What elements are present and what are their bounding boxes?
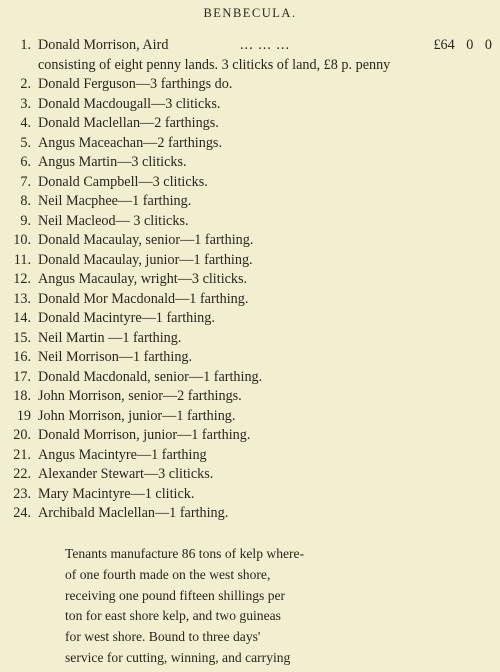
- entry-continuation: consisting of eight penny lands. 3 cliticks of land, £8 p. penny: [38, 56, 391, 73]
- entry-number: 11.: [13, 251, 31, 268]
- list-item: [0, 329, 500, 349]
- list-item: [0, 465, 500, 485]
- list-item: [0, 231, 500, 251]
- entry-number: 21.: [13, 446, 31, 463]
- entry-number: 5.: [20, 134, 31, 151]
- list-item: [0, 485, 500, 505]
- entry-text: John Morrison, senior—2 farthings.: [38, 388, 242, 404]
- entry-number: 20.: [13, 427, 31, 443]
- entry-text: Donald Macaulay, junior—1 farthing.: [38, 251, 253, 268]
- entry-text: Neil Martin —1 farthing.: [38, 329, 182, 346]
- entry-text: Donald Morrison, junior—1 farthing.: [38, 427, 251, 443]
- entry-number: 1.: [20, 37, 31, 53]
- entry-number: 10.: [13, 232, 31, 248]
- note-line: Tenants manufacture 86 tons of kelp where-: [65, 546, 305, 561]
- list-item: [0, 173, 500, 193]
- entry-text: Donald Macdougall—3 cliticks.: [38, 95, 221, 112]
- list-item: [0, 270, 500, 290]
- entry-text: Donald Macintyre—1 farthing.: [38, 310, 215, 326]
- entry-text: Neil Morrison—1 farthing.: [38, 349, 193, 365]
- entry-text: Archibald Maclellan—1 farthing.: [38, 505, 229, 521]
- tenant-list: [0, 36, 500, 524]
- entry-number: 3.: [20, 95, 31, 112]
- entry-text: Mary Macintyre—1 clitick.: [38, 485, 195, 502]
- note-line: service for cutting, winning, and carrying: [65, 649, 291, 665]
- entry-number: 13.: [13, 290, 31, 307]
- entry-text: Donald Maclellan—2 farthings.: [38, 115, 219, 131]
- list-item: [0, 95, 500, 115]
- entry-text: Donald Mor Macdonald—1 farthing.: [38, 290, 249, 307]
- entry-number: 22.: [13, 466, 31, 482]
- entry-text: Donald Macdonald, senior—1 farthing.: [38, 368, 263, 385]
- entry-number: 18.: [13, 388, 31, 404]
- note-line: receiving one pound fifteen shillings per: [65, 587, 286, 603]
- entry-number: 2.: [20, 76, 31, 92]
- entry-text: Alexander Stewart—3 cliticks.: [38, 466, 214, 482]
- note-line: of one fourth made on the west shore,: [65, 566, 271, 582]
- entry-number: 6.: [20, 154, 31, 170]
- list-item: [0, 212, 500, 232]
- list-item: [0, 114, 500, 134]
- entry-text: Angus Macintyre—1 farthing: [38, 446, 207, 463]
- entry-text: Donald Campbell—3 cliticks.: [38, 173, 208, 190]
- entry-text: Donald Ferguson—3 farthings do.: [38, 76, 233, 92]
- entry-text: Neil Macphee—1 farthing.: [38, 193, 192, 209]
- list-item: [0, 36, 500, 56]
- entry-text: Angus Martin—3 cliticks.: [38, 154, 187, 170]
- entry-text: John Morrison, junior—1 farthing.: [38, 407, 236, 424]
- entry-number: 24.: [13, 505, 31, 521]
- entry-text: Donald Macaulay, senior—1 farthing.: [38, 232, 254, 248]
- entry-number: 12.: [13, 271, 31, 287]
- entry-text: Angus Maceachan—2 farthings.: [38, 134, 222, 151]
- entry-text: Neil Macleod— 3 cliticks.: [38, 212, 189, 229]
- leader-dots: ... ... ...: [240, 37, 291, 53]
- entry-number: 7.: [20, 173, 31, 190]
- list-item: [0, 251, 500, 271]
- entry-text: Angus Macaulay, wright—3 cliticks.: [38, 271, 248, 287]
- entry-number: 17.: [13, 368, 31, 385]
- list-item: [0, 75, 500, 95]
- list-item: [0, 407, 500, 427]
- note-line: ton for east shore kelp, and two guineas: [65, 608, 281, 624]
- entry-number: 16.: [13, 349, 31, 365]
- entry-number: 14.: [13, 310, 31, 326]
- list-item: [0, 504, 500, 524]
- entry-number: 23.: [13, 485, 31, 502]
- list-item: [0, 368, 500, 388]
- list-item: [0, 446, 500, 466]
- list-item: [0, 290, 500, 310]
- list-item: [0, 387, 500, 407]
- kelp-note: [65, 544, 485, 669]
- entry-text: Donald Morrison, Aird: [38, 37, 169, 53]
- rent-amount: £64 0 0: [433, 37, 492, 53]
- list-item: [0, 153, 500, 173]
- list-item: [0, 192, 500, 212]
- entry-number: 15.: [13, 329, 31, 346]
- list-item: [0, 348, 500, 368]
- list-item: [0, 426, 500, 446]
- entry-number: 4.: [20, 115, 31, 131]
- list-item: [0, 309, 500, 329]
- entry-number: 8.: [20, 193, 31, 209]
- page-heading: BENBECULA.: [203, 6, 297, 20]
- entry-number: 9.: [20, 212, 31, 229]
- list-item: [0, 134, 500, 154]
- entry-number: 19: [16, 407, 31, 424]
- note-line: for west shore. Bound to three days': [65, 629, 261, 645]
